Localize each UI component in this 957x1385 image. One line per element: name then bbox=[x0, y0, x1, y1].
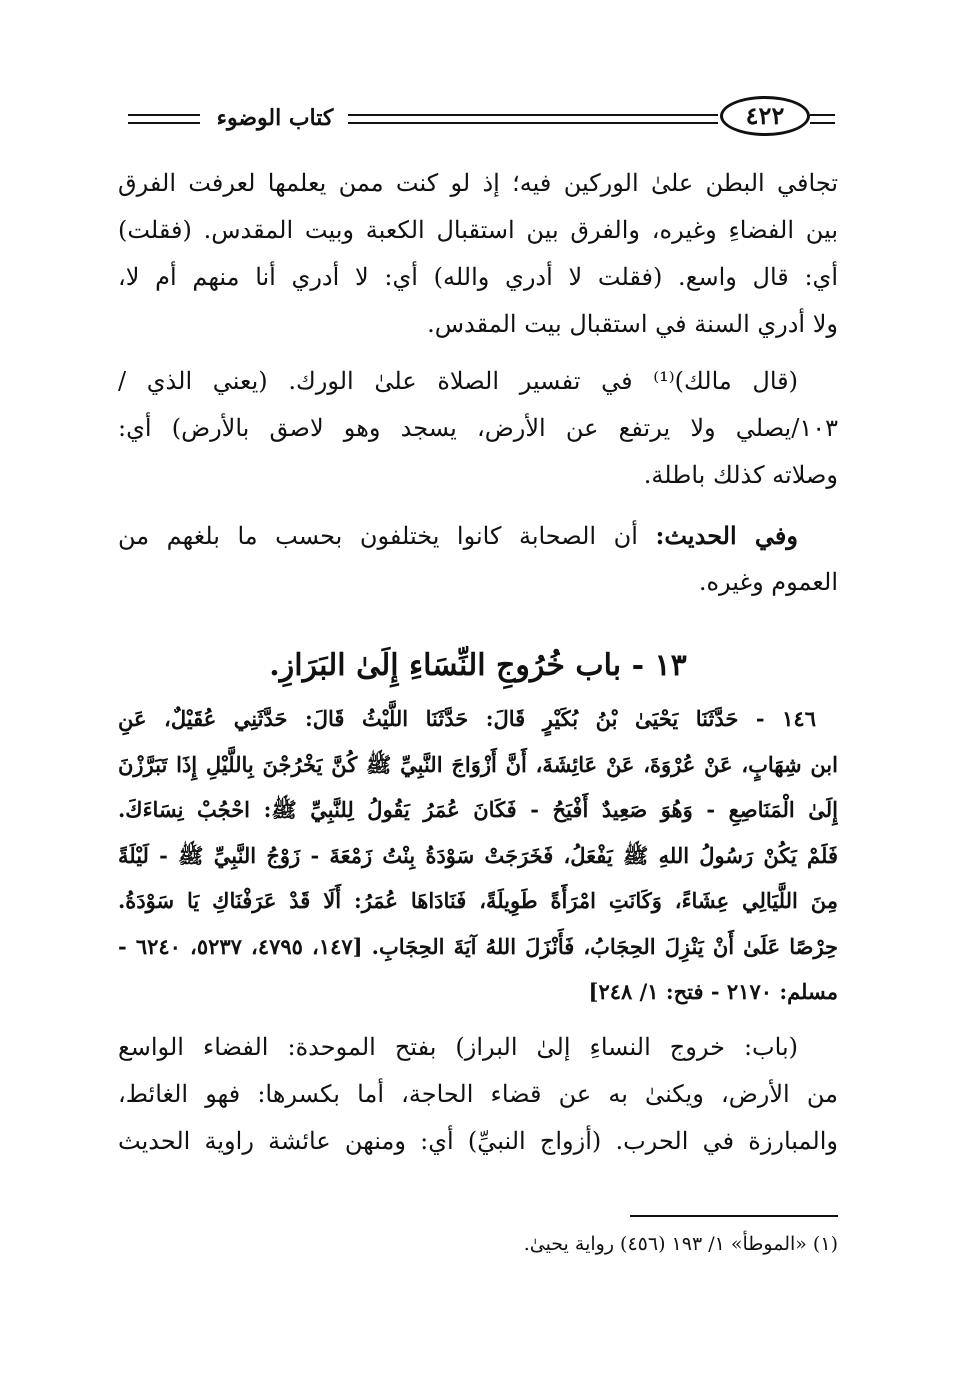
paragraph-commentary-1 bbox=[118, 160, 838, 348]
footnote-separator bbox=[630, 1215, 838, 1217]
text-line: (باب: خروج النساءِ إلىٰ البراز) بفتح الموحدة: الفضاء الواسع bbox=[118, 1033, 798, 1061]
text-line: إِلَىٰ الْمَنَاصِعِ - وَهُوَ صَعِيدٌ أَفْيَحُ - فَكَانَ عُمَرُ يَقُولُ لِلنَّبِيِّ ﷺ: احْجُبْ نِسَاءَكَ. bbox=[118, 797, 838, 822]
hadith-text bbox=[118, 696, 838, 1015]
header-rule-right bbox=[810, 114, 835, 124]
text-line: مِنَ اللَّيَالِي عِشَاءً، وَكَانَتِ امْرَأَةً طَوِيلَةً، فَنَادَاهَا عُمَرُ: أَلَا قَدْ عَرَفْنَاكِ يَا سَوْدَةُ. bbox=[118, 888, 838, 913]
text-line: العموم وغيره. bbox=[698, 568, 838, 596]
text-line: ولا أدري السنة في استقبال بيت المقدس. bbox=[427, 310, 838, 338]
text-line: من الأرض، ويكنىٰ به عن قضاء الحاجة، أما بكسرها: فهو الغائط، bbox=[118, 1080, 838, 1108]
text-line: مسلم: ٢١٧٠ - فتح: ١/ ٢٤٨] bbox=[588, 979, 838, 1004]
paragraph-commentary-4 bbox=[118, 1024, 838, 1165]
text-line: فَلَمْ يَكُنْ رَسُولُ اللهِ ﷺ يَفْعَلُ، فَخَرَجَتْ سَوْدَةُ بِنْتُ زَمْعَةَ - زَوْجُ النَّبِيِّ ﷺ - لَيْلَةً bbox=[118, 842, 838, 868]
text-line: أي: قال واسع. (فقلت لا أدري والله) أي: لا أدري أنا منهم أم لا، bbox=[118, 263, 838, 291]
text-line: تجافي البطن علىٰ الوركين فيه؛ إذ لو كنت ممن يعلمها لعرفت الفرق bbox=[118, 169, 838, 197]
text-line: حِرْصًا عَلَىٰ أَنْ يَنْزِلَ الحِجَابُ، فَأَنْزَلَ اللهُ آيَةَ الحِجَابِ. [١٤٧، ٤٧٩٥، ٥٢٣٧، ٦٢٤٠ - bbox=[118, 933, 838, 959]
text-line: ابن شِهَابٍ، عَنْ عُرْوَةَ، عَنْ عَائِشَةَ، أَنَّ أَزْوَاجَ النَّبِيِّ ﷺ كُنَّ يَخْرُجْنَ بِاللَّيْلِ إِذَا تَبَرَّزْنَ bbox=[118, 751, 838, 777]
page-header bbox=[120, 96, 835, 142]
text-line: والمبارزة في الحرب. (أزواج النبيِّ) أي: ومنهن عائشة راوية الحديث bbox=[118, 1127, 838, 1155]
text-line: (قال مالك)⁽¹⁾ في تفسير الصلاة علىٰ الورك. (يعني الذي / bbox=[118, 367, 798, 395]
running-title: كتاب الوضوء bbox=[216, 105, 334, 131]
header-rule-left bbox=[128, 114, 200, 124]
paragraph-commentary-3 bbox=[118, 512, 838, 606]
chapter-heading: ١٣ - باب خُرُوجِ النِّسَاءِ إِلَىٰ البَرَازِ. bbox=[269, 648, 687, 683]
lead-phrase: وفي الحديث: bbox=[655, 521, 798, 550]
line-rest: أن الصحابة كانوا يختلفون بحسب ما بلغهم من bbox=[118, 522, 656, 550]
paragraph-commentary-2 bbox=[118, 358, 838, 499]
footnote: (١) «الموطأ» ١/ ١٩٣ (٤٥٦) رواية يحيىٰ. bbox=[523, 1233, 838, 1255]
text-line bbox=[118, 512, 838, 559]
header-rule-middle bbox=[348, 114, 718, 124]
text-line: ١٤٦ - حَدَّثَنَا يَحْيَىٰ بْنُ بُكَيْرٍ قَالَ: حَدَّثَنَا اللَّيْثُ قَالَ: حَدَّثَنِي عُقَيْلٌ، عَنِ bbox=[118, 706, 816, 731]
text-line: ١٠٣/يصلي ولا يرتفع عن الأرض، يسجد وهو لاصق بالأرض) أي: bbox=[118, 414, 838, 442]
text-line: وصلاته كذلك باطلة. bbox=[643, 461, 838, 489]
text-line: بين الفضاءِ وغيره، والفرق بين استقبال الكعبة وبيت المقدس. (فقلت) bbox=[118, 216, 838, 244]
page-number: ٤٢٢ bbox=[720, 96, 810, 136]
